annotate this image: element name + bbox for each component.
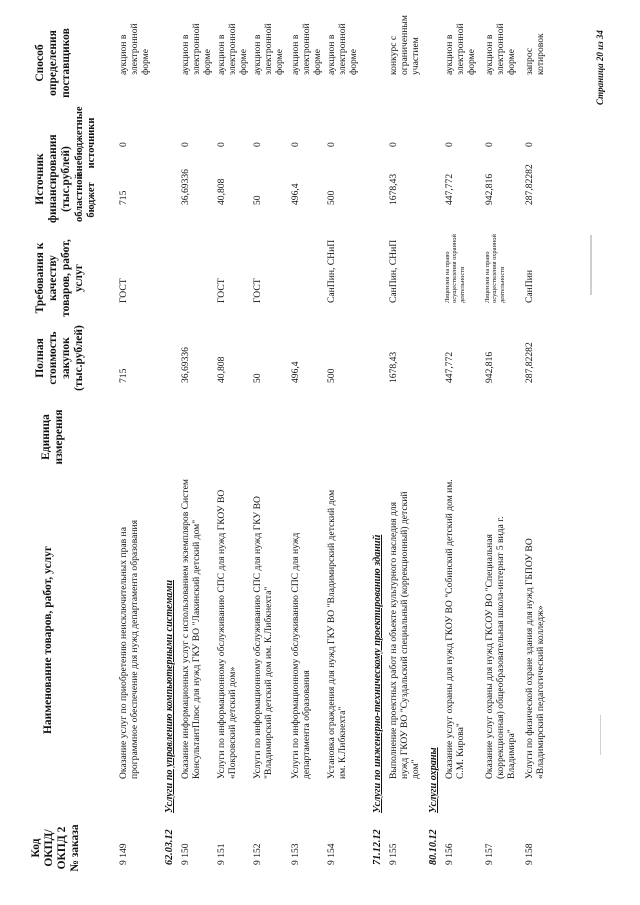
supplier-method: аукцион в электронной форме — [444, 23, 478, 75]
regional-budget: 496,4 — [290, 183, 301, 205]
full-cost: 942,816 — [484, 351, 495, 383]
section-code: 62.03.12 — [164, 829, 175, 865]
quality-requirements: СанПин, СНиП — [326, 239, 337, 303]
extra-budget: 0 — [326, 142, 337, 147]
extra-budget: 0 — [388, 142, 399, 147]
supplier-method: аукцион в электронной форме — [252, 23, 286, 75]
quality-requirements: СанПин, СНиП — [388, 239, 399, 303]
regional-budget: 715 — [118, 190, 129, 205]
extra-budget: 0 — [118, 142, 129, 147]
header-cost: Полная стоимость закупок (тыс.рублей) — [34, 325, 85, 391]
supplier-method: аукцион в электронной форме — [216, 23, 250, 75]
item-name: Оказание услуг охраны для нужд ГКСОУ ВО "Специальная (коррекционная) общеобразовательная школа-интернат 5 вида г. Владимира" — [484, 516, 518, 779]
order-number: 9 153 — [290, 843, 301, 865]
regional-budget: 50 — [252, 195, 263, 205]
scan-artifact — [590, 235, 592, 295]
header-code: Код ОКПД/ ОКПД 2 № заказа — [30, 824, 81, 872]
full-cost: 1678,43 — [388, 351, 399, 383]
extra-budget: 0 — [252, 142, 263, 147]
item-name: Выполнение проектных работ на объекте культурного наследия для нужд ГКОУ ВО "Суздальский специальный (коррекционный) детский дом" — [388, 491, 422, 779]
regional-budget: 942,816 — [484, 173, 495, 205]
supplier-method: аукцион в электронной форме — [326, 23, 360, 75]
item-name: Оказание информационных услуг с использованием экземпляров Систем КонсультантПлюс для нужд ГКУ ВО "Лакинский детский дом" — [180, 479, 203, 779]
item-name: Услуги по физической охране здания для нужд ГБПОУ ВО «Владимирский педагогический колледж» — [524, 538, 547, 779]
order-number: 9 156 — [444, 843, 455, 865]
supplier-method: аукцион в электронной форме — [180, 23, 214, 75]
full-cost: 287,82282 — [524, 342, 535, 383]
full-cost: 50 — [252, 373, 263, 383]
item-name: Услуги по информационному обслуживанию СПС для нужд ГКОУ ВО «Покровский детский дом» — [216, 489, 239, 779]
supplier-method: аукцион в электронной форме — [484, 23, 518, 75]
header-method: Способ определения поставщиков — [34, 28, 72, 98]
regional-budget: 1678,43 — [388, 173, 399, 205]
header-source-regional: областной бюджет — [74, 173, 97, 222]
quality-requirements: Лицензия на право осуществления охранной деятельности — [484, 234, 506, 303]
quality-requirements: ГОСТ — [252, 278, 263, 303]
page-number: Страница 20 из 34 — [595, 30, 605, 105]
scan-artifact — [600, 715, 601, 755]
header-source: Источник финансирования (тыс.рублей) — [34, 134, 72, 223]
extra-budget: 0 — [524, 142, 535, 147]
order-number: 9 149 — [118, 843, 129, 865]
regional-budget: 36,69336 — [180, 169, 191, 205]
extra-budget: 0 — [290, 142, 301, 147]
item-name: Установка ограждения для нужд ГКУ ВО "Владимирский детский дом им. К.Либкнехта" — [326, 489, 349, 779]
quality-requirements: ГОСТ — [216, 278, 227, 303]
extra-budget: 0 — [484, 142, 495, 147]
full-cost: 715 — [118, 368, 129, 383]
section-name: Услуги охраны — [428, 747, 439, 813]
supplier-method: запрос котировок — [524, 33, 547, 75]
full-cost: 447,772 — [444, 351, 455, 383]
order-number: 9 155 — [388, 843, 399, 865]
item-name: Оказание услуг охраны для нужд ГКОУ ВО "Собинский детский дом им. С.М. Кирова" — [444, 479, 467, 779]
supplier-method: аукцион в электронной форме — [290, 23, 324, 75]
section-name: Услуги по инженерно-техническому проектированию зданий — [372, 534, 383, 813]
item-name: Услуги по информационному обслуживанию СПС для нужд департамента образования — [290, 532, 313, 779]
extra-budget: 0 — [180, 142, 191, 147]
header-unit: Единица измерения — [40, 409, 65, 465]
header-requirements: Требования к качеству товаров, работ, услуг — [34, 239, 85, 317]
full-cost: 36,69336 — [180, 347, 191, 383]
section-code: 71.12.12 — [372, 829, 383, 865]
full-cost: 496,4 — [290, 361, 301, 383]
section-name: Услуги по управлению компьютерными системами — [164, 579, 175, 813]
order-number: 9 150 — [180, 843, 191, 865]
quality-requirements: ГОСТ — [118, 278, 129, 303]
order-number: 9 152 — [252, 843, 263, 865]
order-number: 9 158 — [524, 843, 535, 865]
quality-requirements: СанПин — [524, 270, 535, 303]
regional-budget: 500 — [326, 190, 337, 205]
full-cost: 500 — [326, 368, 337, 383]
order-number: 9 151 — [216, 843, 227, 865]
full-cost: 40,808 — [216, 356, 227, 383]
supplier-method: аукцион в электронной форме — [118, 23, 152, 75]
item-name: Услуги по информационному обслуживанию СПС для нужд ГКУ ВО "Владимирский детский дом им. К.Либкнехта" — [252, 496, 275, 779]
item-name: Оказание услуг по приобретению неисключительных прав на программное обеспечение для нужд департамента образования — [118, 519, 141, 779]
regional-budget: 40,808 — [216, 178, 227, 205]
regional-budget: 447,772 — [444, 173, 455, 205]
regional-budget: 287,82282 — [524, 164, 535, 205]
extra-budget: 0 — [444, 142, 455, 147]
extra-budget: 0 — [216, 142, 227, 147]
header-source-extra: внебюджетные источники — [74, 106, 97, 177]
header-name: Наименование товаров, работ, услуг — [42, 545, 54, 735]
section-code: 80.10.12 — [428, 829, 439, 865]
supplier-method: конкурс с ограниченным участием — [388, 15, 422, 75]
order-number: 9 154 — [326, 843, 337, 865]
order-number: 9 157 — [484, 843, 495, 865]
quality-requirements: Лицензия на право осуществления охранной деятельности — [444, 234, 466, 303]
